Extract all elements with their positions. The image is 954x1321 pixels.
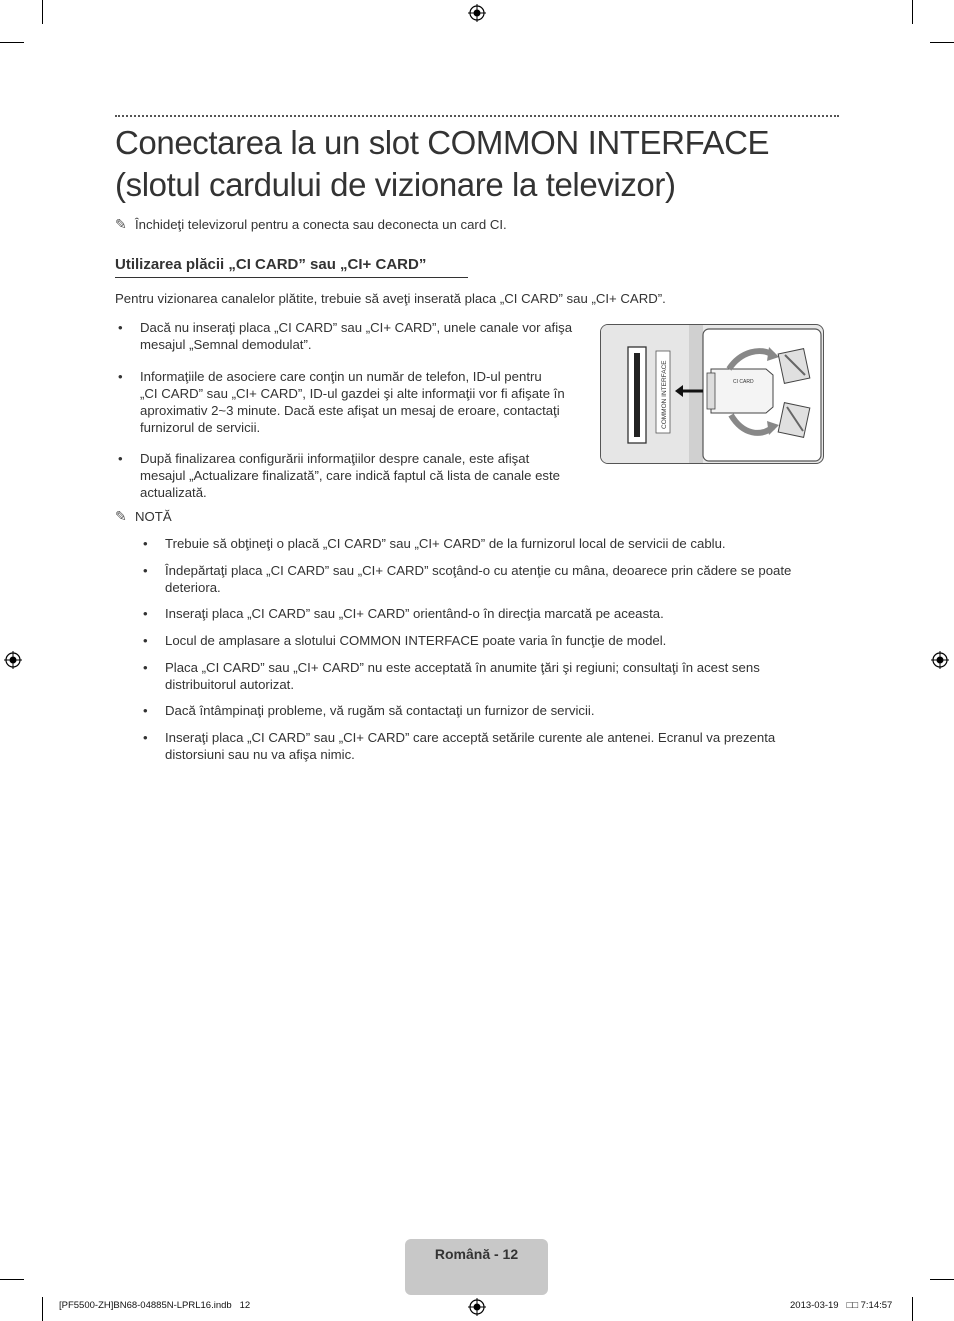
section-heading-underline	[115, 277, 468, 278]
crop-mark	[0, 42, 24, 43]
crop-mark	[0, 1279, 24, 1280]
registration-mark-icon	[4, 651, 22, 669]
note-label: NOTĂ	[135, 509, 172, 524]
registration-mark-icon	[468, 4, 486, 22]
print-timestamp: 2013-03-19 □□ 7:14:57	[790, 1300, 893, 1311]
ci-slot-diagram	[601, 325, 824, 464]
page-title: Conectarea la un slot COMMON INTERFACE (slotul cardului de vizionare la televizor)	[115, 124, 770, 203]
intro-note-text: Închideţi televizorul pentru a conecta sau deconecta un card CI.	[135, 217, 507, 232]
note-heading	[115, 508, 172, 525]
file-slug: [PF5500-ZH]BN68-04885N-LPRL16.indb 12	[59, 1300, 251, 1311]
section-paragraph: Pentru vizionarea canalelor plătite, trebuie să aveţi inserată placa „CI CARD” sau „CI+ CARD”.	[115, 291, 666, 306]
crop-mark	[912, 1297, 913, 1321]
card-label: CI CARD	[733, 379, 754, 385]
intro-note	[115, 216, 507, 233]
registration-mark-icon	[468, 1298, 486, 1316]
page-number: Română - 12	[434, 1246, 519, 1262]
crop-mark	[42, 1297, 43, 1321]
pencil-icon: ✎	[115, 508, 127, 524]
card-orientation-bottom-icon	[778, 403, 810, 438]
crop-mark	[930, 42, 954, 43]
crop-mark	[912, 0, 913, 24]
crop-mark	[930, 1279, 954, 1280]
section-heading: Utilizarea plăcii „CI CARD” sau „CI+ CARD”	[115, 256, 427, 273]
pencil-icon: ✎	[115, 216, 127, 232]
crop-mark	[42, 0, 43, 24]
registration-mark-icon	[931, 651, 949, 669]
title-divider	[115, 115, 839, 117]
card-orientation-top-icon	[778, 349, 810, 384]
slot-label: COMMON INTERFACE	[661, 360, 668, 429]
ci-card-illustration	[600, 324, 824, 464]
